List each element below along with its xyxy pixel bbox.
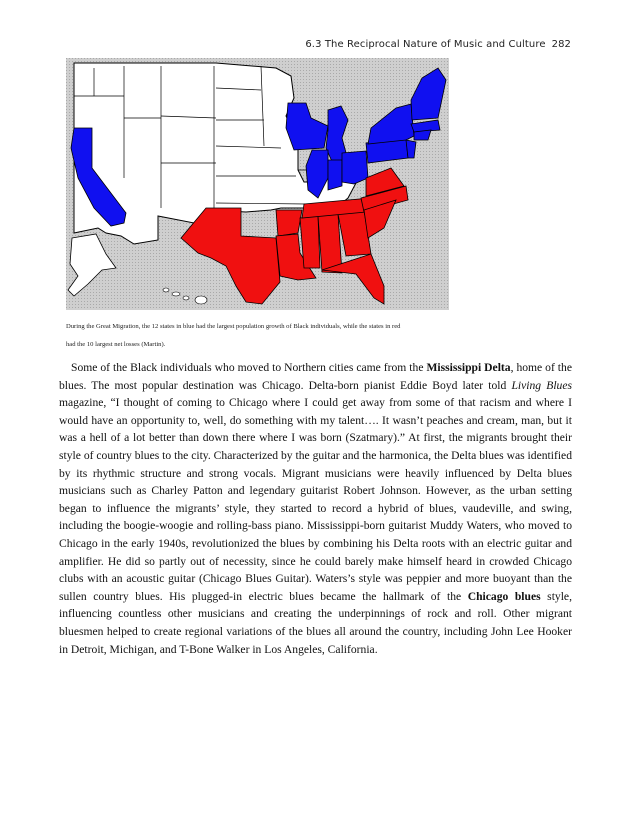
arkansas-state — [276, 210, 302, 236]
page-number: 282 — [551, 39, 571, 50]
term-chicago-blues: Chicago blues — [467, 589, 541, 603]
caption-line-2: had the 10 largest net losses (Martin). — [66, 341, 166, 348]
paragraph-text-3: magazine, “I thought of coming to Chicago where I could get away from some of that racism and where I would have an opportunity to, well, do something with my talent…. It wasn’t peaches and cream, man, but it was a hell of a lot better than down there where I was born (Szatmary).” At first, the migrants brought their style of country blues to the city. Characterized by the guitar and the harmonica, the Delta blues was identified by its rhythmic structure and strong vocals. Migrant musicians were heavily influenced by Delta blues musicians such as Charley Patton and legendary guitarist Robert Johnson. However, as the urban setting began to influence the migrants’ style, they started to record a hybrid of blues, vaudeville, and swing, including the boogie-woogie and rolling-bass piano. Mississippi-born guitarist Muddy Waters, who moved to Chicago in the early 1940s, revolutionized the blues by combining his Delta roots with an electric guitar and amplifier. He did so partly out of necessity, since he could barely make himself heard in crowded Chicago clubs with an acoustic guitar (Chicago Blues Guitar). Waters’s style was peppier and more buoyant than the sullen country blues. His plugged-in electric blues became the hallmark of the — [59, 396, 572, 603]
us-states-map — [66, 58, 449, 310]
section-title: 6.3 The Reciprocal Nature of Music and Culture — [305, 39, 546, 50]
paragraph-text-4: style, influencing countless other musicians and creating the underpinnings of rock and roll. Other migrant bluesmen helped to create regional variations of the blues all around the country, including John Lee Hooker in Detroit, Michigan, and T-Bone Walker in Los Angeles, California. — [59, 589, 572, 656]
ohio-state — [342, 151, 368, 184]
great-migration-map — [66, 58, 449, 310]
new-jersey-state — [406, 140, 416, 158]
term-mississippi-delta: Mississippi Delta — [426, 361, 511, 374]
magazine-title: Living Blues — [511, 378, 572, 392]
alabama-state — [318, 214, 342, 273]
body-paragraph — [59, 359, 572, 658]
indiana-state — [328, 160, 342, 190]
paragraph-text-2: , home of the blues. The most popular destination was Chicago. Delta-born pianist Eddie Boyd later told — [59, 361, 572, 392]
paragraph-text-1: Some of the Black individuals who moved to Northern cities came from the — [71, 361, 427, 374]
running-header — [305, 39, 571, 50]
mississippi-state — [300, 216, 320, 268]
connecticut-state — [414, 130, 431, 140]
figure-caption — [66, 318, 466, 354]
caption-line-1: During the Great Migration, the 12 states in blue had the largest population growth of Black individuals, while the states in red — [66, 323, 401, 330]
